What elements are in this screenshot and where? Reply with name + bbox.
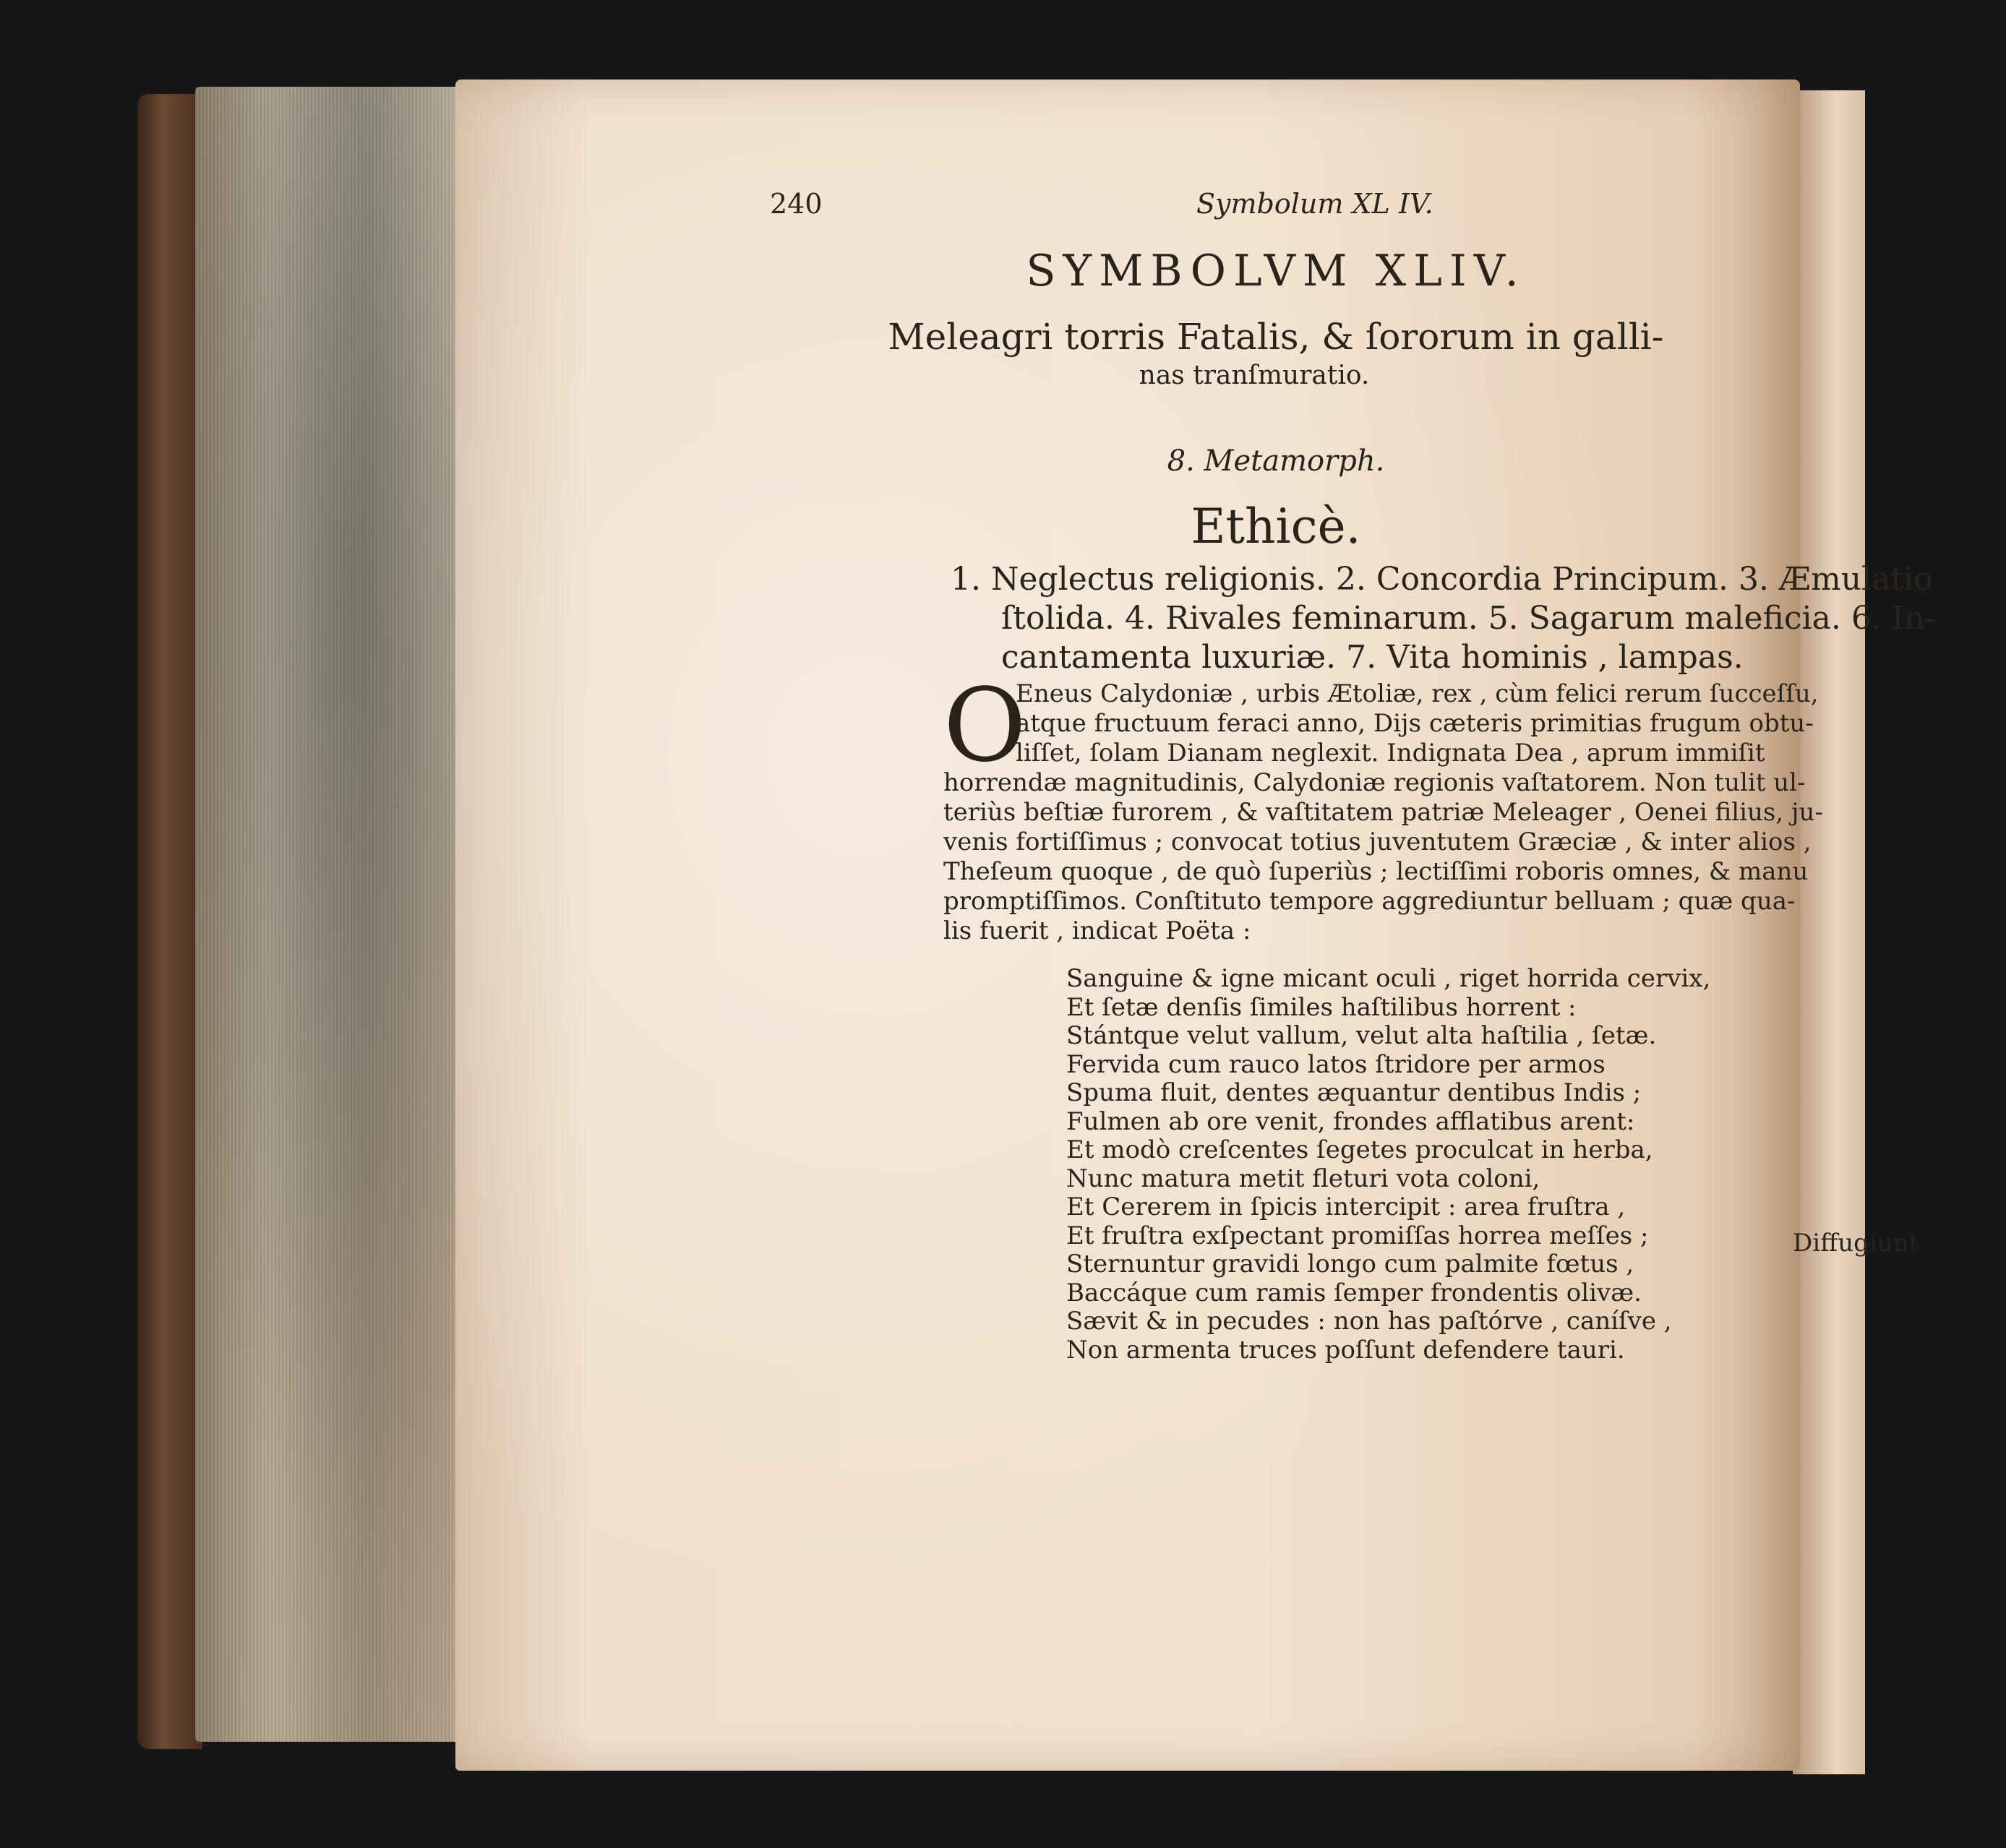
book [137,79,1936,1778]
verse-line: Non armenta truces poſſunt defendere tauri. [1066,1335,1625,1364]
running-head [770,188,1782,231]
source-reference: 8. Metamorph. [1167,444,1385,478]
verse-line: Et modò creſcentes ſegetes proculcat in herba, [1066,1135,1653,1164]
paragraph-line: liſſet, ſolam Dianam neglexit. Indignata Dea , aprum immiſit [1016,739,1765,768]
symbol-heading: SYMBOLVM XLIV. [1026,246,1526,296]
verse-line: Nunc matura metit fleturi vota coloni, [1066,1164,1540,1193]
verse-line: Fulmen ab ore venit, frondes afflatibus arent: [1066,1106,1635,1136]
paragraph-line: Theſeum quoque , de quò ſuperiùs ; lectiſſimi roboris omnes, & manu [943,857,1809,886]
verse-line: Sanguine & igne micant oculi , riget horrida cervix, [1066,964,1711,993]
verse-line: Stántque velut vallum, velut alta haſtilia , ſetæ. [1066,1021,1657,1050]
paragraph-line: atque fructuum feraci anno, Dijs cæteris primitias frugum obtu- [1016,709,1814,738]
drop-cap: O [943,667,1026,785]
subtitle-line: Meleagri torris Fatalis, & ſororum in galli- [888,316,1664,358]
verse-quotation [1066,965,2006,1364]
verse-line: Sævit & in pecudes : non has paſtórve , caníſve , [1066,1307,1672,1336]
list-line: ſtolida. 4. Rivales feminarum. 5. Sagarum maleficia. 6. In- [1001,600,1936,637]
body-paragraph [943,667,1970,946]
book-page [455,79,1936,1771]
running-title: Symbolum XL IV. [1196,188,1433,220]
verse-line: Spuma fluit, dentes æquantur dentibus Indis ; [1066,1078,1642,1107]
paragraph-line: venis fortiſſimus ; convocat totius juventutem Græciæ , & inter alios , [943,828,1812,856]
moral-list [951,560,1963,677]
list-line: cantamenta luxuriæ. 7. Vita hominis , lampas. [1001,639,1744,676]
list-line: 1. Neglectus religionis. 2. Concordia Principum. 3. Æmulatio [951,561,1933,598]
verse-line: Et ſetæ denſis ſimiles haſtilibus horrent : [1066,992,1577,1022]
verse-line: Et Cererem in ſpicis intercipit : area fruſtra , [1066,1192,1626,1221]
book-cover [137,94,202,1749]
paragraph-line: horrendæ magnitudinis, Calydoniæ regionis vaſtatorem. Non tulit ul- [943,768,1806,797]
page-number: 240 [770,188,823,220]
paragraph-line: promptiſſimos. Conſtituto tempore aggrediuntur belluam ; quæ qua- [943,887,1796,916]
verse-line: Fervida cum rauco latos ſtridore per armos [1066,1049,1606,1079]
paragraph-line: teriùs beſtiæ furorem , & vaſtitatem patriæ Meleager , Oenei filius, ju- [943,798,1823,827]
paragraph-line: Eneus Calydoniæ , urbis Ætoliæ, rex , cùm felici rerum ſucceſſu, [1016,679,1819,708]
verse-line: Baccáque cum ramis ſemper frondentis olivæ. [1066,1278,1642,1307]
subtitle-line: nas tranſmuratio. [1139,361,1370,390]
emblem-subtitle [770,314,1782,392]
paragraph-line: lis fuerit , indicat Poëta : [943,916,1251,945]
verse-line: Et fruſtra exſpectant promiſſas horrea meſſes ; [1066,1221,1649,1250]
verse-line: Sternuntur gravidi longo cum palmite fœtus , [1066,1250,1634,1278]
section-heading: Ethicè. [1191,499,1361,554]
catchword: Diffugiunt [1793,1229,1919,1258]
